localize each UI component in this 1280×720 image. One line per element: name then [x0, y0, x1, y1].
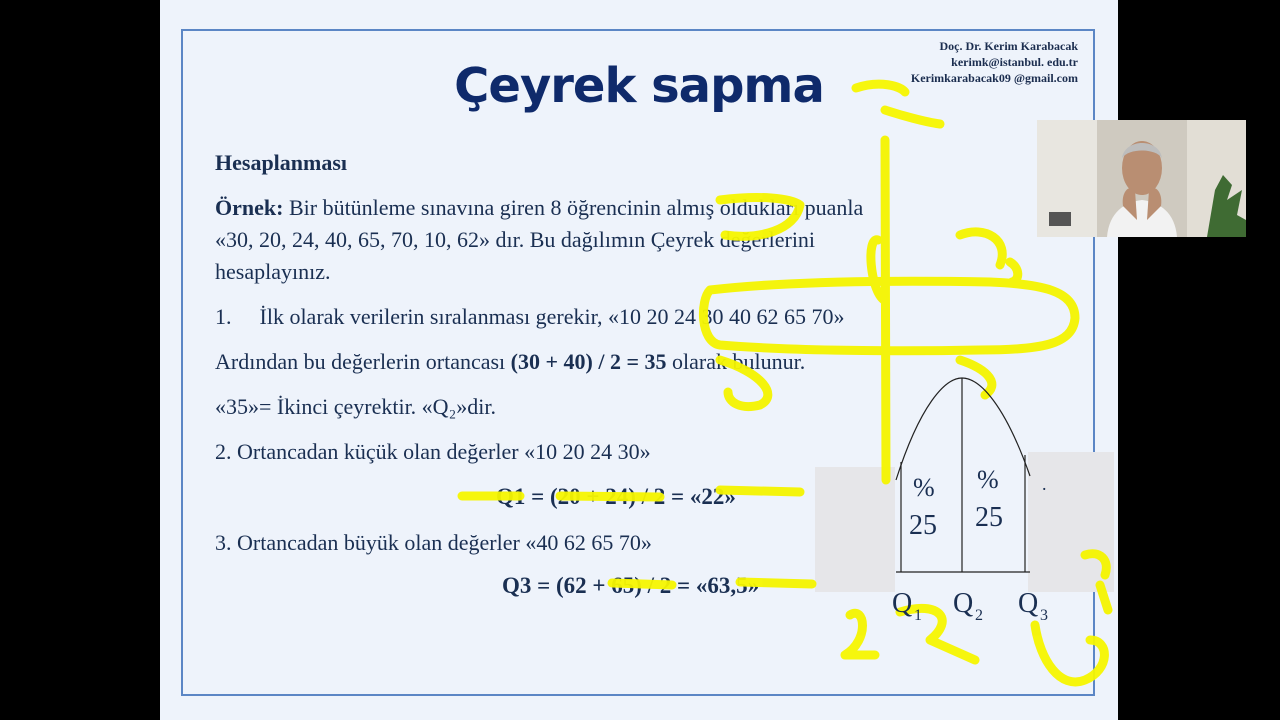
q3-formula: Q3 = (62 + 65) / 2 = «63,5»: [502, 573, 760, 598]
presenter-avatar: [1037, 120, 1246, 237]
label-q2: Q: [953, 588, 974, 619]
label-q3-sub: 3: [1040, 607, 1048, 624]
webcam-overlay: [1037, 120, 1246, 237]
example-text-1: Bir bütünleme sınavına giren 8 öğrencinin almış oldukları puanla: [283, 195, 864, 220]
median-pre: Ardından bu değerlerin ortancası: [215, 349, 511, 374]
label-q2-sub: 2: [975, 607, 983, 624]
example-label: Örnek:: [215, 195, 284, 220]
step-2: 2. Ortancadan küçük olan değerler «10 20 24 30»: [215, 439, 651, 464]
step-1-text: İlk olarak verilerin sıralanması gerekir, «10 20 24 30 40 62 65 70»: [259, 304, 845, 329]
section-heading: Hesaplanması: [215, 150, 348, 175]
pct-a-symbol: %: [913, 473, 935, 502]
step-1-number: 1.: [215, 304, 232, 329]
q2-line: «35»= İkinci çeyrektir. «Q₂»dir.: [215, 394, 496, 419]
author-email-1: kerimk@istanbul. edu.tr: [951, 55, 1078, 69]
label-q3: Q: [1018, 588, 1039, 619]
author-name: Doç. Dr. Kerim Karabacak: [939, 39, 1078, 53]
label-q1-sub: 1: [914, 607, 922, 624]
label-q1: Q: [892, 588, 913, 619]
example-line-2: «30, 20, 24, 40, 65, 70, 10, 62» dır. Bu dağılımın Çeyrek değerlerini: [215, 227, 816, 252]
slide-title: Çeyrek sapma: [454, 58, 824, 114]
pct-a-value: 25: [909, 510, 937, 541]
median-post: olarak bulunur.: [666, 349, 806, 374]
step-3: 3. Ortancadan büyük olan değerler «40 62 65 70»: [215, 530, 652, 555]
median-formula: (30 + 40) / 2 = 35: [510, 349, 667, 374]
q1-formula: Q1 = (20 + 24) / 2 = «22»: [496, 484, 736, 509]
pct-b-symbol: %: [977, 465, 999, 494]
author-email-2: Kerimkarabacak09 @gmail.com: [910, 71, 1078, 85]
distribution-curve: [896, 378, 1030, 480]
diagram-dot: .: [1042, 474, 1047, 494]
pct-b-value: 25: [975, 502, 1003, 533]
example-line-3: hesaplayınız.: [215, 259, 331, 284]
